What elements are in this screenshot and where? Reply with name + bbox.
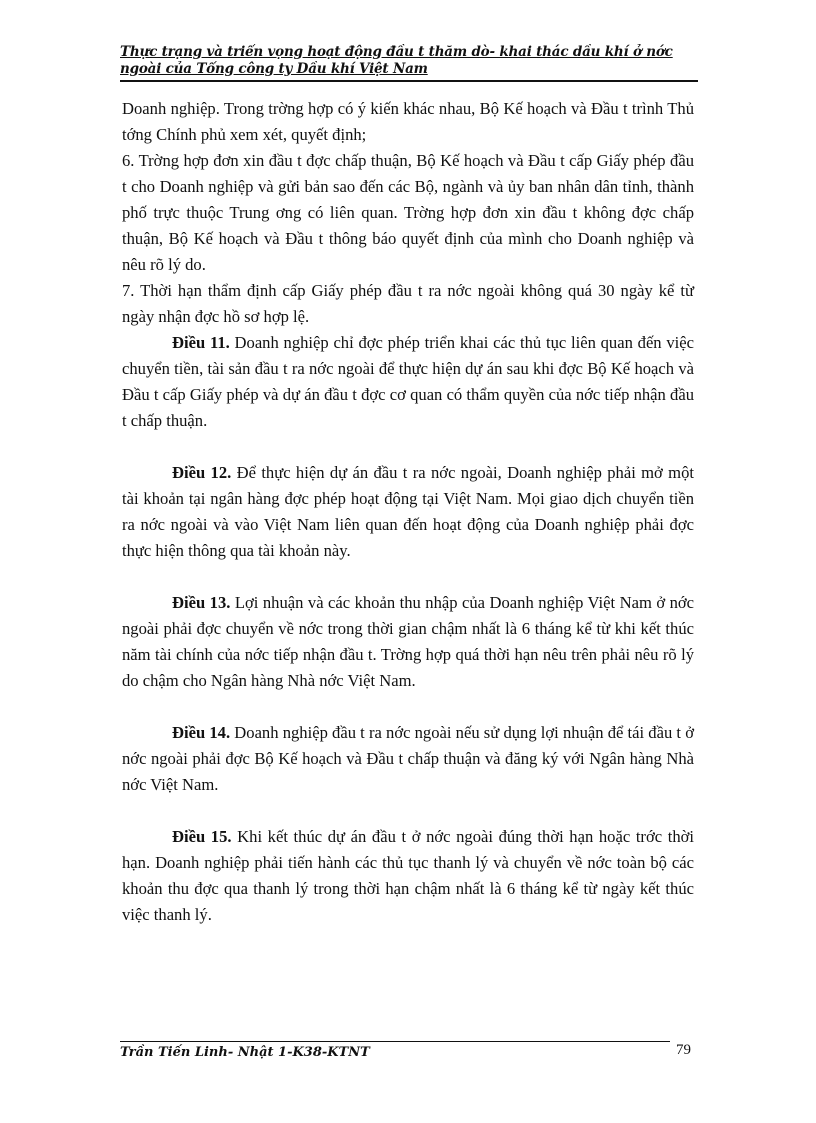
footer-author: Trần Tiến Linh- Nhật 1-K38-KTNT <box>120 1045 370 1060</box>
article-14-text: Doanh nghiệp đầu t ra nớc ngoài nếu sử dụng lợi nhuận để tái đầu t ở nớc ngoài phải đợc Bộ Kế hoạch và Đầu t chấp thuận và đăng ký với Ngân hàng Nhà nớc Việt Nam. <box>122 723 694 794</box>
article-13 <box>122 590 694 694</box>
header-title-line-1: Thực trạng và triển vọng hoạt động đầu t thăm dò- khai thác dầu khí ở nớc <box>120 44 673 60</box>
article-14-label: Điều 14. <box>172 723 231 742</box>
article-13-text: Lợi nhuận và các khoản thu nhập của Doanh nghiệp Việt Nam ở nớc ngoài phải đợc chuyển về nớc trong thời gian chậm nhất là 6 tháng kể từ khi kết thúc năm tài chính của nớc tiếp nhận đầu t. Trờng hợp quá thời hạn nêu trên phải nêu rõ lý do chậm cho Ngân hàng Nhà nớc Việt Nam. <box>122 593 695 690</box>
article-13-label: Điều 13. <box>172 593 231 612</box>
paragraph-item-6: 6. Trờng hợp đơn xin đầu t đợc chấp thuận, Bộ Kế hoạch và Đầu t cấp Giấy phép đầu t cho Doanh nghiệp và gửi bản sao đến các Bộ, ngành và ủy ban nhân dân tỉnh, thành phố trực thuộc Trung ơng có liên quan. Trờng hợp đơn xin đầu t không đợc chấp thuận, Bộ Kế hoạch và Đầu t thông báo quyết định của mình cho Doanh nghiệp và nêu rõ lý do. <box>122 151 694 274</box>
document-body <box>122 96 694 928</box>
article-15-text: Khi kết thúc dự án đầu t ở nớc ngoài đúng thời hạn hoặc trớc thời hạn. Doanh nghiệp phải tiến hành các thủ tục thanh lý và chuyển về nớc toàn bộ các khoản thu đợc qua thanh lý trong thời hạn chậm nhất là 6 tháng kể từ ngày kết thúc việc thanh lý. <box>122 827 694 924</box>
article-11 <box>122 330 694 434</box>
header-divider <box>120 80 698 82</box>
article-15 <box>122 824 694 928</box>
article-12-text: Để thực hiện dự án đầu t ra nớc ngoài, Doanh nghiệp phải mở một tài khoản tại ngân hàng đợc phép hoạt động tại Việt Nam. Mọi giao dịch chuyển tiền ra nớc ngoài và vào Việt Nam liên quan đến hoạt động của Doanh nghiệp phải đợc thực hiện thông qua tài khoản này. <box>122 463 694 560</box>
header-title-line-2: ngoài của Tổng công ty Dầu khí Việt Nam <box>120 61 428 77</box>
page-header <box>120 44 698 78</box>
article-12-label: Điều 12. <box>172 463 232 482</box>
article-15-label: Điều 15. <box>172 827 232 846</box>
paragraph-continued: Doanh nghiệp. Trong trờng hợp có ý kiến khác nhau, Bộ Kế hoạch và Đầu t trình Thủ tớng Chính phủ xem xét, quyết định; <box>122 99 694 144</box>
footer-divider <box>120 1041 670 1042</box>
article-14 <box>122 720 694 798</box>
article-11-text: Doanh nghiệp chỉ đợc phép triển khai các thủ tục liên quan đến việc chuyển tiền, tài sản đầu t ra nớc ngoài để thực hiện dự án sau khi đợc Bộ Kế hoạch và Đầu t cấp Giấy phép và dự án đầu t đợc cơ quan có thẩm quyền của nớc tiếp nhận đầu t chấp thuận. <box>122 333 694 430</box>
page-number: 79 <box>676 1042 691 1058</box>
article-12 <box>122 460 694 564</box>
article-11-label: Điều 11. <box>172 333 230 352</box>
paragraph-item-7: 7. Thời hạn thẩm định cấp Giấy phép đầu t ra nớc ngoài không quá 30 ngày kể từ ngày nhận đợc hồ sơ hợp lệ. <box>122 281 694 326</box>
